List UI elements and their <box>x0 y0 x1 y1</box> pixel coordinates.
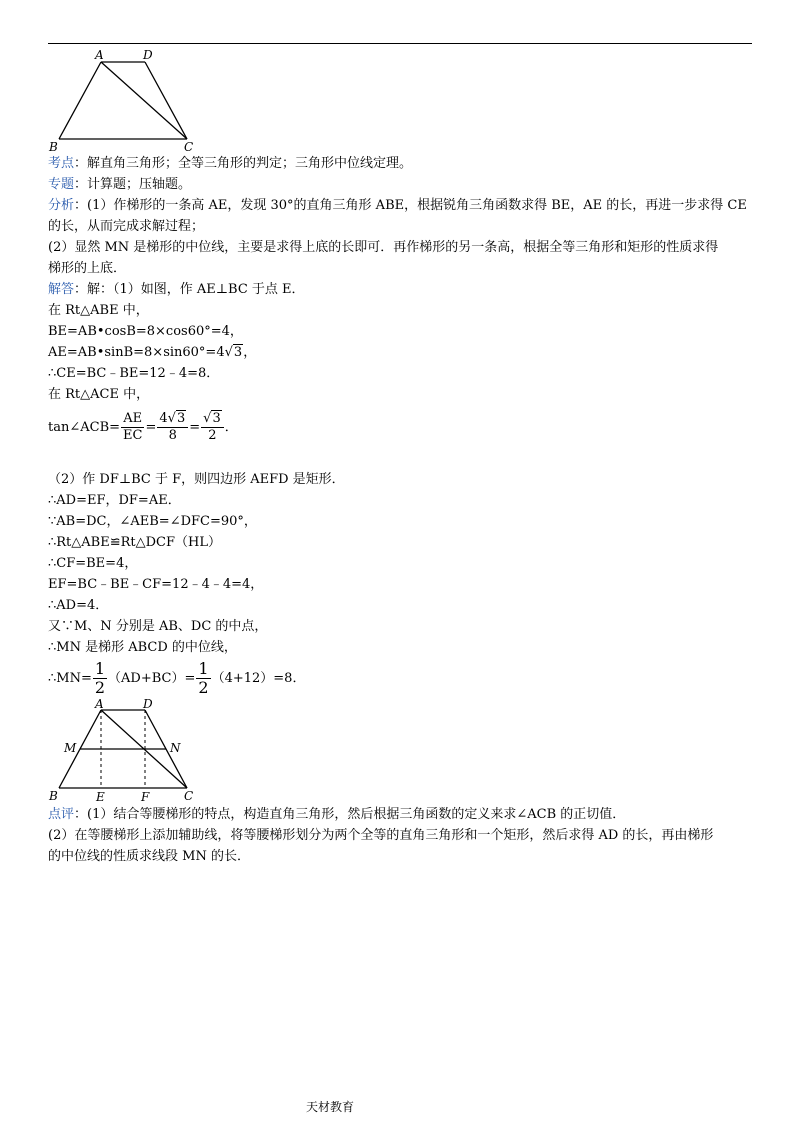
jieda-line-3: BE=AB•cosB=8×cos60°=4， <box>48 324 243 339</box>
part2-line-9: ∴MN 是梯形 ABCD 的中位线， <box>48 640 237 655</box>
ae-end: ， <box>243 345 257 360</box>
header-rule <box>48 43 752 44</box>
fenxi-line-3: (2）显然 MN 是梯形的中位线，主要是求得上底的长即可．再作梯形的另一条高，根据全等三角形和矩形的性质求得 <box>48 240 719 255</box>
jieda-line-1 <box>48 280 305 300</box>
fraction-ae-ec <box>121 411 144 444</box>
dianping-text-1: ：(1）结合等腰梯形的特点，构造直角三角形，然后根据三角函数的定义来求∠ACB 的正切值． <box>74 807 626 822</box>
mn-formula <box>48 658 305 700</box>
frac-num: 1 <box>198 659 209 678</box>
label-a: A <box>95 697 104 711</box>
sqrt-3: √3 <box>203 411 221 426</box>
label-c: C <box>184 140 194 154</box>
jieda-line-6: 在 Rt△ACE 中， <box>48 387 150 402</box>
part2-line-4: ∴Rt△ABE≌Rt△DCF（HL） <box>48 535 221 550</box>
jieda-line-5: ∴CE=BC﹣BE=12﹣4=8． <box>48 366 220 381</box>
sqrt-3: √3 <box>167 411 186 426</box>
frac-den: 2 <box>198 678 209 697</box>
jieda-line-4 <box>48 343 256 363</box>
segment-ac <box>101 62 187 139</box>
dianping-line-1 <box>48 805 625 825</box>
dianping-tag: 点评 <box>48 807 75 822</box>
segment-ab <box>59 62 101 139</box>
period: ． <box>224 420 238 435</box>
part2-line-3: ∵AB=DC，∠AEB=∠DFC=90°， <box>48 514 257 529</box>
dianping-line-3: 的中位线的性质求线段 MN 的长． <box>48 849 250 864</box>
fenxi-tag: 分析 <box>48 198 75 213</box>
label-d: D <box>143 48 153 62</box>
fenxi-line-1 <box>48 196 747 216</box>
frac-num <box>157 411 188 428</box>
frac-den: EC <box>123 428 143 443</box>
mn-mid: （AD+BC）= <box>108 671 196 686</box>
equals: = <box>145 420 157 435</box>
jieda-line-2: 在 Rt△ABE 中， <box>48 303 149 318</box>
label-f: F <box>141 790 150 804</box>
frac-den: 2 <box>208 428 217 443</box>
sqrt-radicand: 3 <box>233 345 243 360</box>
label-b: B <box>49 789 58 803</box>
fenxi-line-2: 的长，从而完成求解过程； <box>48 219 205 234</box>
part2-line-5: ∴CF=BE=4， <box>48 556 138 571</box>
frac-num <box>201 411 224 428</box>
ae-expr: AE=AB•sinB=8×sin60°=4 <box>48 345 225 360</box>
kaodian-tag: 考点 <box>48 156 75 171</box>
trapezoid-figure-2 <box>48 697 208 807</box>
kaodian-text: ：解直角三角形；全等三角形的判定；三角形中位线定理。 <box>74 156 413 171</box>
jieda-text-1: ：解：（1）如图，作 AE⊥BC 于点 E． <box>74 282 305 297</box>
coef: 4 <box>159 411 168 426</box>
fraction-one-half <box>196 660 210 697</box>
label-a: A <box>95 48 104 62</box>
part2-line-7: ∴AD=4． <box>48 598 109 613</box>
sqrt-radicand: 3 <box>176 411 186 426</box>
fraction-4sqrt3-8 <box>157 411 188 444</box>
frac-den: 2 <box>94 678 106 697</box>
sqrt-3: √3 <box>224 345 243 360</box>
label-m: M <box>64 741 77 755</box>
frac-num: 1 <box>94 659 106 678</box>
tan-label: tan∠ACB= <box>48 420 121 435</box>
part2-line-1: （2）作 DF⊥BC 于 F，则四边形 AEFD 是矩形． <box>48 472 345 487</box>
mn-end: （4+12）=8． <box>211 671 306 686</box>
label-c: C <box>184 789 194 803</box>
part2-line-8: 又∵M、N 分别是 AB、DC 的中点， <box>48 619 268 634</box>
fraction-one-half <box>93 660 107 697</box>
equals: = <box>189 420 201 435</box>
sqrt-radicand: 3 <box>212 411 221 426</box>
fraction-sqrt3-2 <box>201 411 224 444</box>
zhuanti-text: ：计算题；压轴题。 <box>74 177 192 192</box>
tan-formula <box>48 408 238 448</box>
label-e: E <box>96 790 105 804</box>
segment-dc <box>145 62 187 139</box>
label-d: D <box>143 697 153 711</box>
fenxi-line-4: 梯形的上底． <box>48 261 127 276</box>
frac-den: 8 <box>168 428 177 443</box>
zhuanti-line <box>48 175 191 195</box>
page-footer: 天材教育 <box>305 1100 354 1114</box>
trapezoid-figure-1 <box>48 48 198 154</box>
kaodian-line <box>48 154 412 174</box>
label-n: N <box>170 741 181 755</box>
label-b: B <box>49 140 58 154</box>
fenxi-text-1: ：(1）作梯形的一条高 AE，发现 30°的直角三角形 ABE，根据锐角三角函数求得 BE，AE 的长，再进一步求得 CE <box>74 198 747 213</box>
part2-line-2: ∴AD=EF，DF=AE． <box>48 493 181 508</box>
dianping-line-2: (2）在等腰梯形上添加辅助线，将等腰梯形划分为两个全等的直角三角形和一个矩形，然后求得 AD 的长，再由梯形 <box>48 828 714 843</box>
zhuanti-tag: 专题 <box>48 177 75 192</box>
part2-line-6: EF=BC﹣BE﹣CF=12﹣4﹣4=4， <box>48 577 264 592</box>
mn-label: ∴MN= <box>48 671 92 686</box>
frac-num: AE <box>121 411 144 428</box>
jieda-tag: 解答 <box>48 282 75 297</box>
